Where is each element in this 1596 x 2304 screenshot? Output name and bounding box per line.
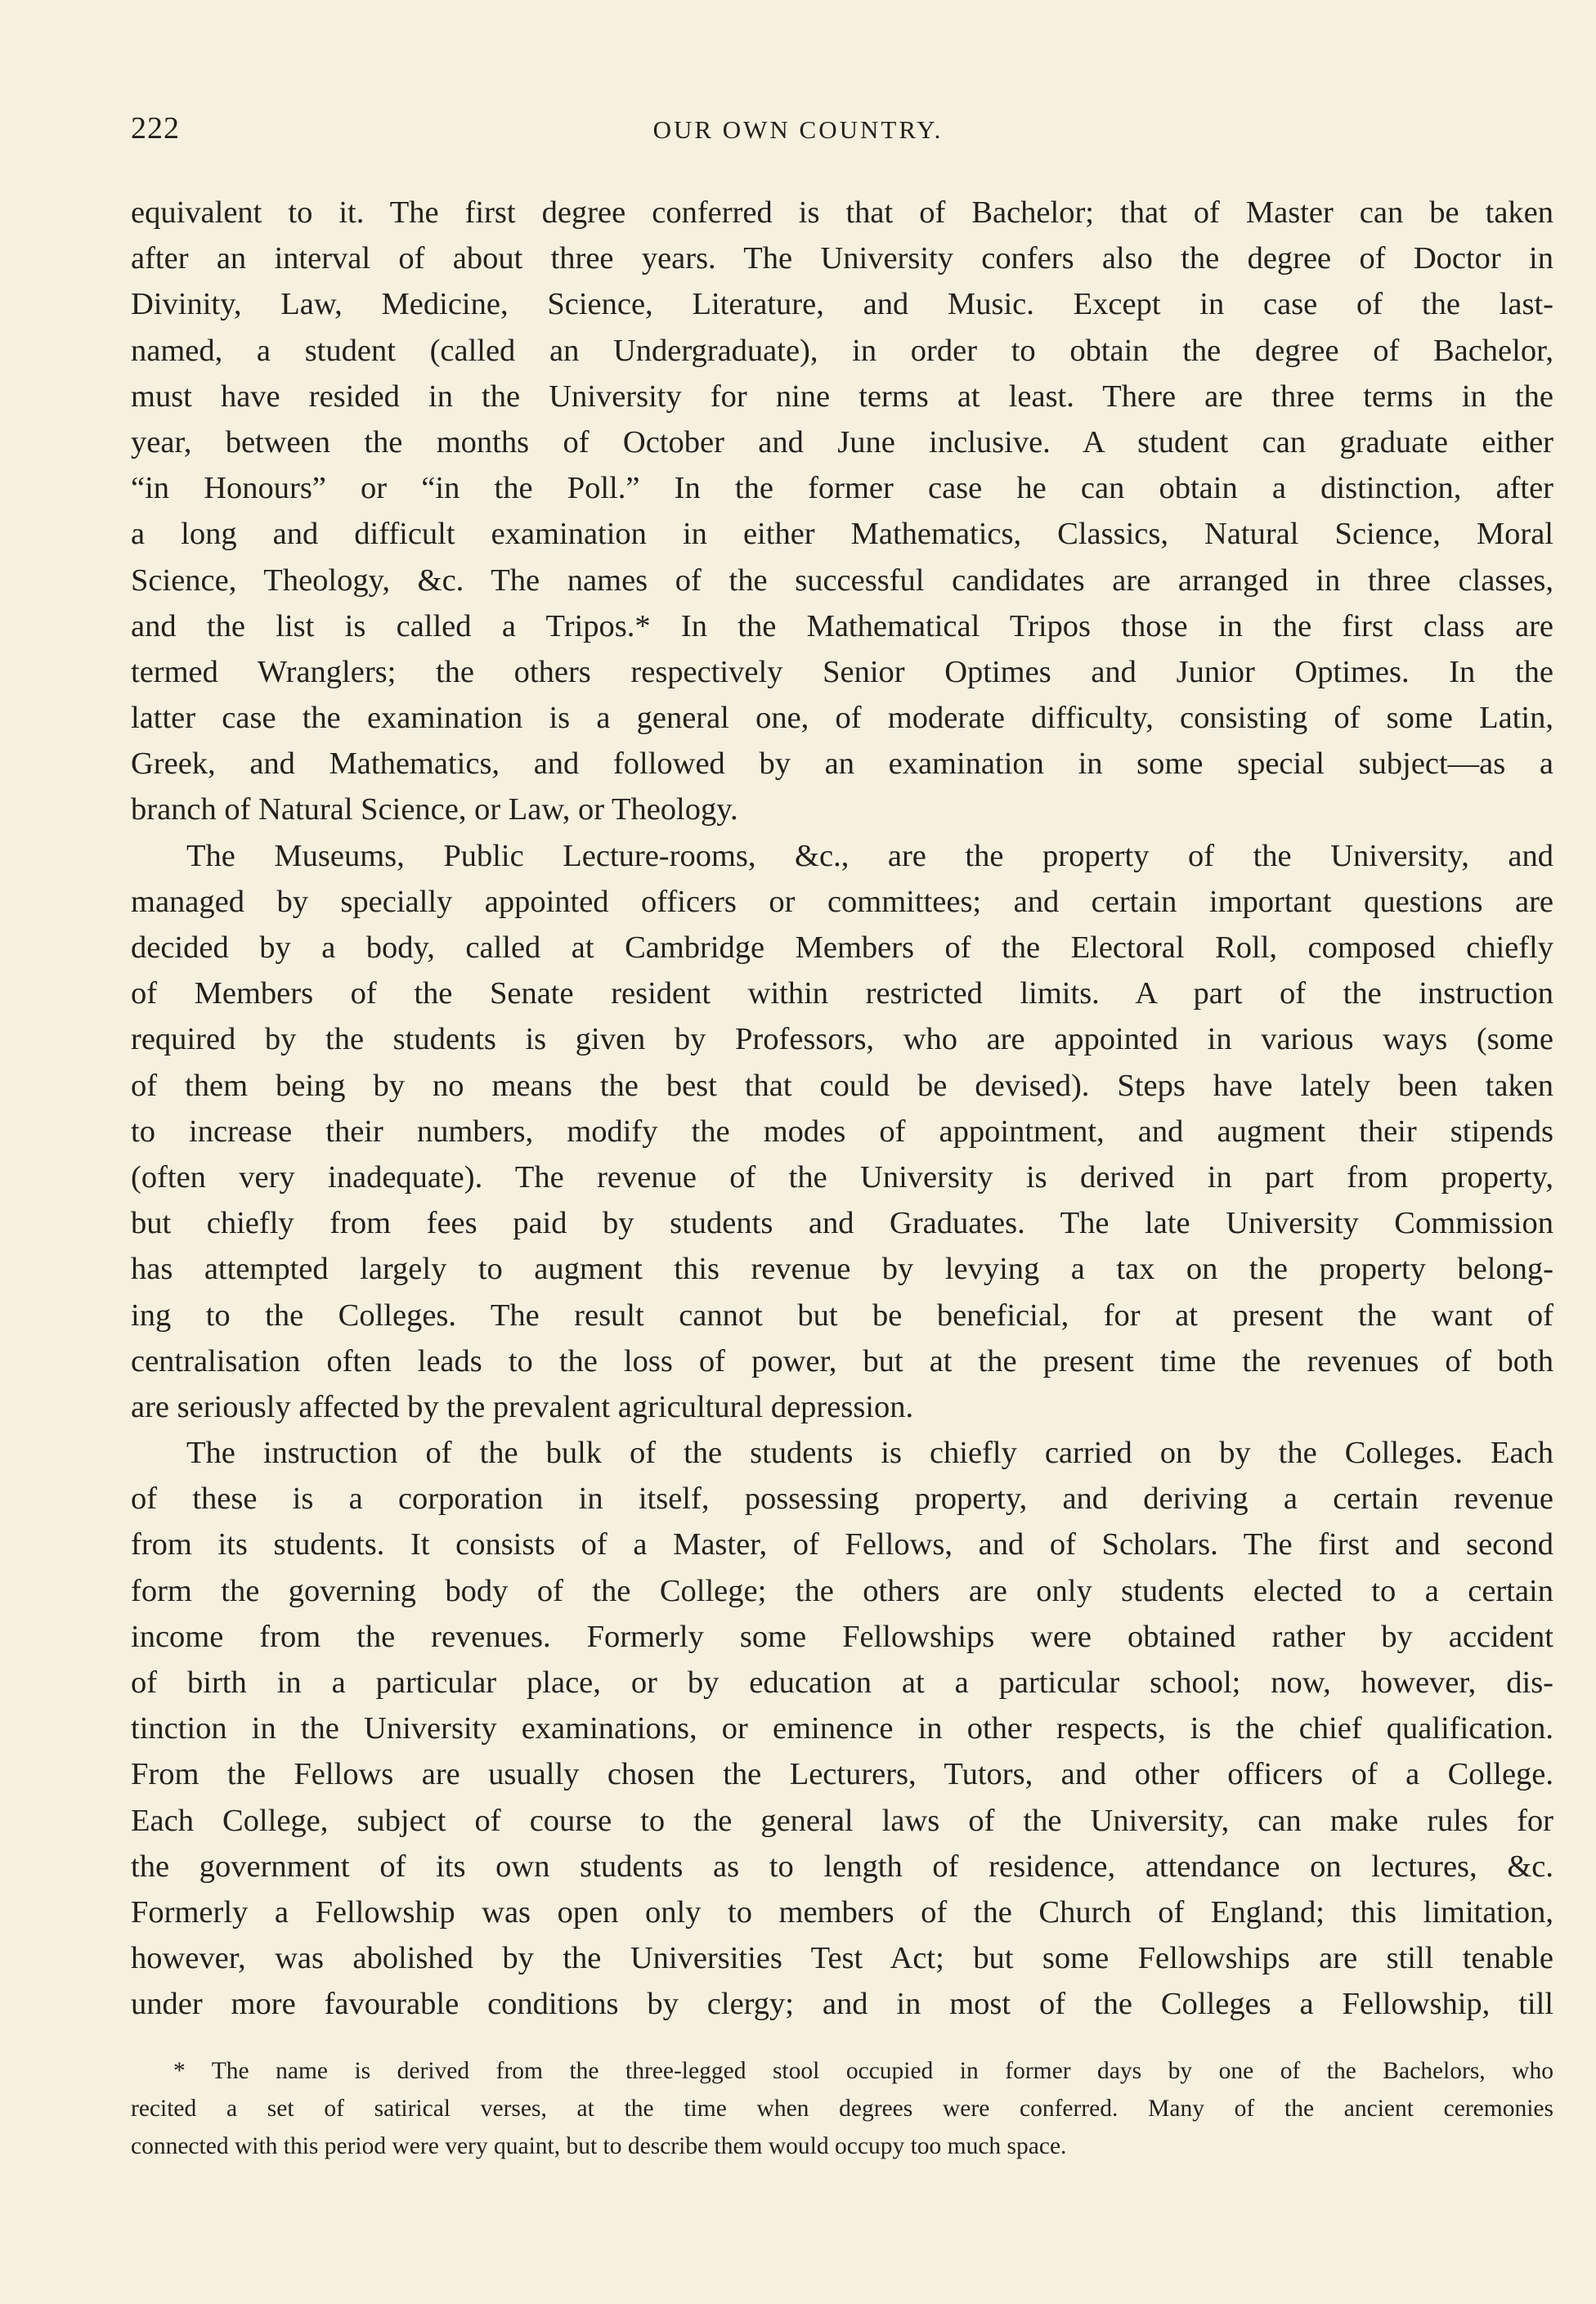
- text-line: named, a student (called an Undergraduate), in order to obtain the degree of Bachelor,: [131, 333, 1553, 368]
- text-line: latter case the examination is a general one, of moderate difficulty, consisting of some Latin,: [131, 701, 1553, 736]
- text-line: of birth in a particular place, or by education at a particular school; now, however, dis-: [131, 1665, 1553, 1700]
- text-line: equivalent to it. The first degree conferred is that of Bachelor; that of Master can be taken: [131, 195, 1553, 230]
- text-line: year, between the months of October and June inclusive. A student can graduate either: [131, 424, 1553, 459]
- text-line: are seriously affected by the prevalent agricultural depression.: [131, 1389, 914, 1424]
- text-line: From the Fellows are usually chosen the Lecturers, Tutors, and other officers of a College.: [131, 1757, 1553, 1792]
- text-line: The instruction of the bulk of the students is chiefly carried on by the Colleges. Each: [186, 1436, 1553, 1471]
- text-line: Divinity, Law, Medicine, Science, Literature, and Music. Except in case of the last-: [131, 287, 1553, 322]
- page-number: 222: [131, 111, 180, 146]
- footnote: [131, 2052, 1553, 2165]
- text-line: Formerly a Fellowship was open only to members of the Church of England; this limitation,: [131, 1894, 1553, 1930]
- text-line: to increase their numbers, modify the modes of appointment, and augment their stipends: [131, 1114, 1553, 1149]
- text-line: the government of its own students as to length of residence, attendance on lectures, &c.: [131, 1849, 1553, 1884]
- text-line: tinction in the University examinations, or eminence in other respects, is the chief qualification.: [131, 1711, 1553, 1746]
- text-line: has attempted largely to augment this revenue by levying a tax on the property belong-: [131, 1252, 1553, 1287]
- text-line: however, was abolished by the Universities Test Act; but some Fellowships are still tenable: [131, 1941, 1553, 1976]
- footnote-line: connected with this period were very quaint, but to describe them would occupy too much space.: [131, 2133, 1067, 2159]
- text-line: (often very inadequate). The revenue of the University is derived in part from property,: [131, 1159, 1553, 1195]
- text-line: ing to the Colleges. The result cannot but be beneficial, for at present the want of: [131, 1298, 1553, 1333]
- text-line: managed by specially appointed officers or committees; and certain important questions are: [131, 884, 1553, 919]
- text-line: must have resided in the University for nine terms at least. There are three terms in the: [131, 379, 1553, 414]
- text-line: centralisation often leads to the loss of power, but at the present time the revenues of both: [131, 1343, 1553, 1378]
- text-line: and the list is called a Tripos.* In the Mathematical Tripos those in the first class are: [131, 608, 1553, 643]
- body-text: [131, 190, 1553, 2028]
- text-line: required by the students is given by Professors, who are appointed in various ways (some: [131, 1022, 1553, 1057]
- footnote-line: * The name is derived from the three-legged stool occupied in former days by one of the Bachelors, who: [173, 2058, 1553, 2084]
- text-line: “in Honours” or “in the Poll.” In the former case he can obtain a distinction, after: [131, 471, 1553, 506]
- text-line: The Museums, Public Lecture-rooms, &c., are the property of the University, and: [186, 838, 1553, 873]
- text-line: of these is a corporation in itself, possessing property, and deriving a certain revenue: [131, 1481, 1553, 1517]
- text-line: termed Wranglers; the others respectively Senior Optimes and Junior Optimes. In the: [131, 654, 1553, 689]
- text-line: a long and difficult examination in either Mathematics, Classics, Natural Science, Moral: [131, 517, 1553, 552]
- text-line: of them being by no means the best that could be devised). Steps have lately been taken: [131, 1068, 1553, 1103]
- text-line: form the governing body of the College; the others are only students elected to a certain: [131, 1573, 1553, 1608]
- text-line: Science, Theology, &c. The names of the successful candidates are arranged in three classes,: [131, 563, 1553, 598]
- text-line: but chiefly from fees paid by students and Graduates. The late University Commission: [131, 1206, 1553, 1241]
- text-line: Greek, and Mathematics, and followed by an examination in some special subject—as a: [131, 746, 1553, 782]
- page-header: [131, 110, 1465, 159]
- text-line: Each College, subject of course to the general laws of the University, can make rules for: [131, 1803, 1553, 1838]
- footnote-line: recited a set of satirical verses, at the time when degrees were conferred. Many of the ancient ceremonies: [131, 2096, 1553, 2122]
- running-title: OUR OWN COUNTRY.: [652, 115, 944, 144]
- text-line: decided by a body, called at Cambridge Members of the Electoral Roll, composed chiefly: [131, 930, 1553, 965]
- text-line: branch of Natural Science, or Law, or Theology.: [131, 792, 738, 827]
- text-line: income from the revenues. Formerly some Fellowships were obtained rather by accident: [131, 1619, 1553, 1654]
- text-line: after an interval of about three years. The University confers also the degree of Doctor in: [131, 241, 1553, 276]
- text-line: under more favourable conditions by clergy; and in most of the Colleges a Fellowship, till: [131, 1987, 1553, 2022]
- text-line: of Members of the Senate resident within restricted limits. A part of the instruction: [131, 976, 1553, 1011]
- text-line: from its students. It consists of a Master, of Fellows, and of Scholars. The first and second: [131, 1527, 1553, 1562]
